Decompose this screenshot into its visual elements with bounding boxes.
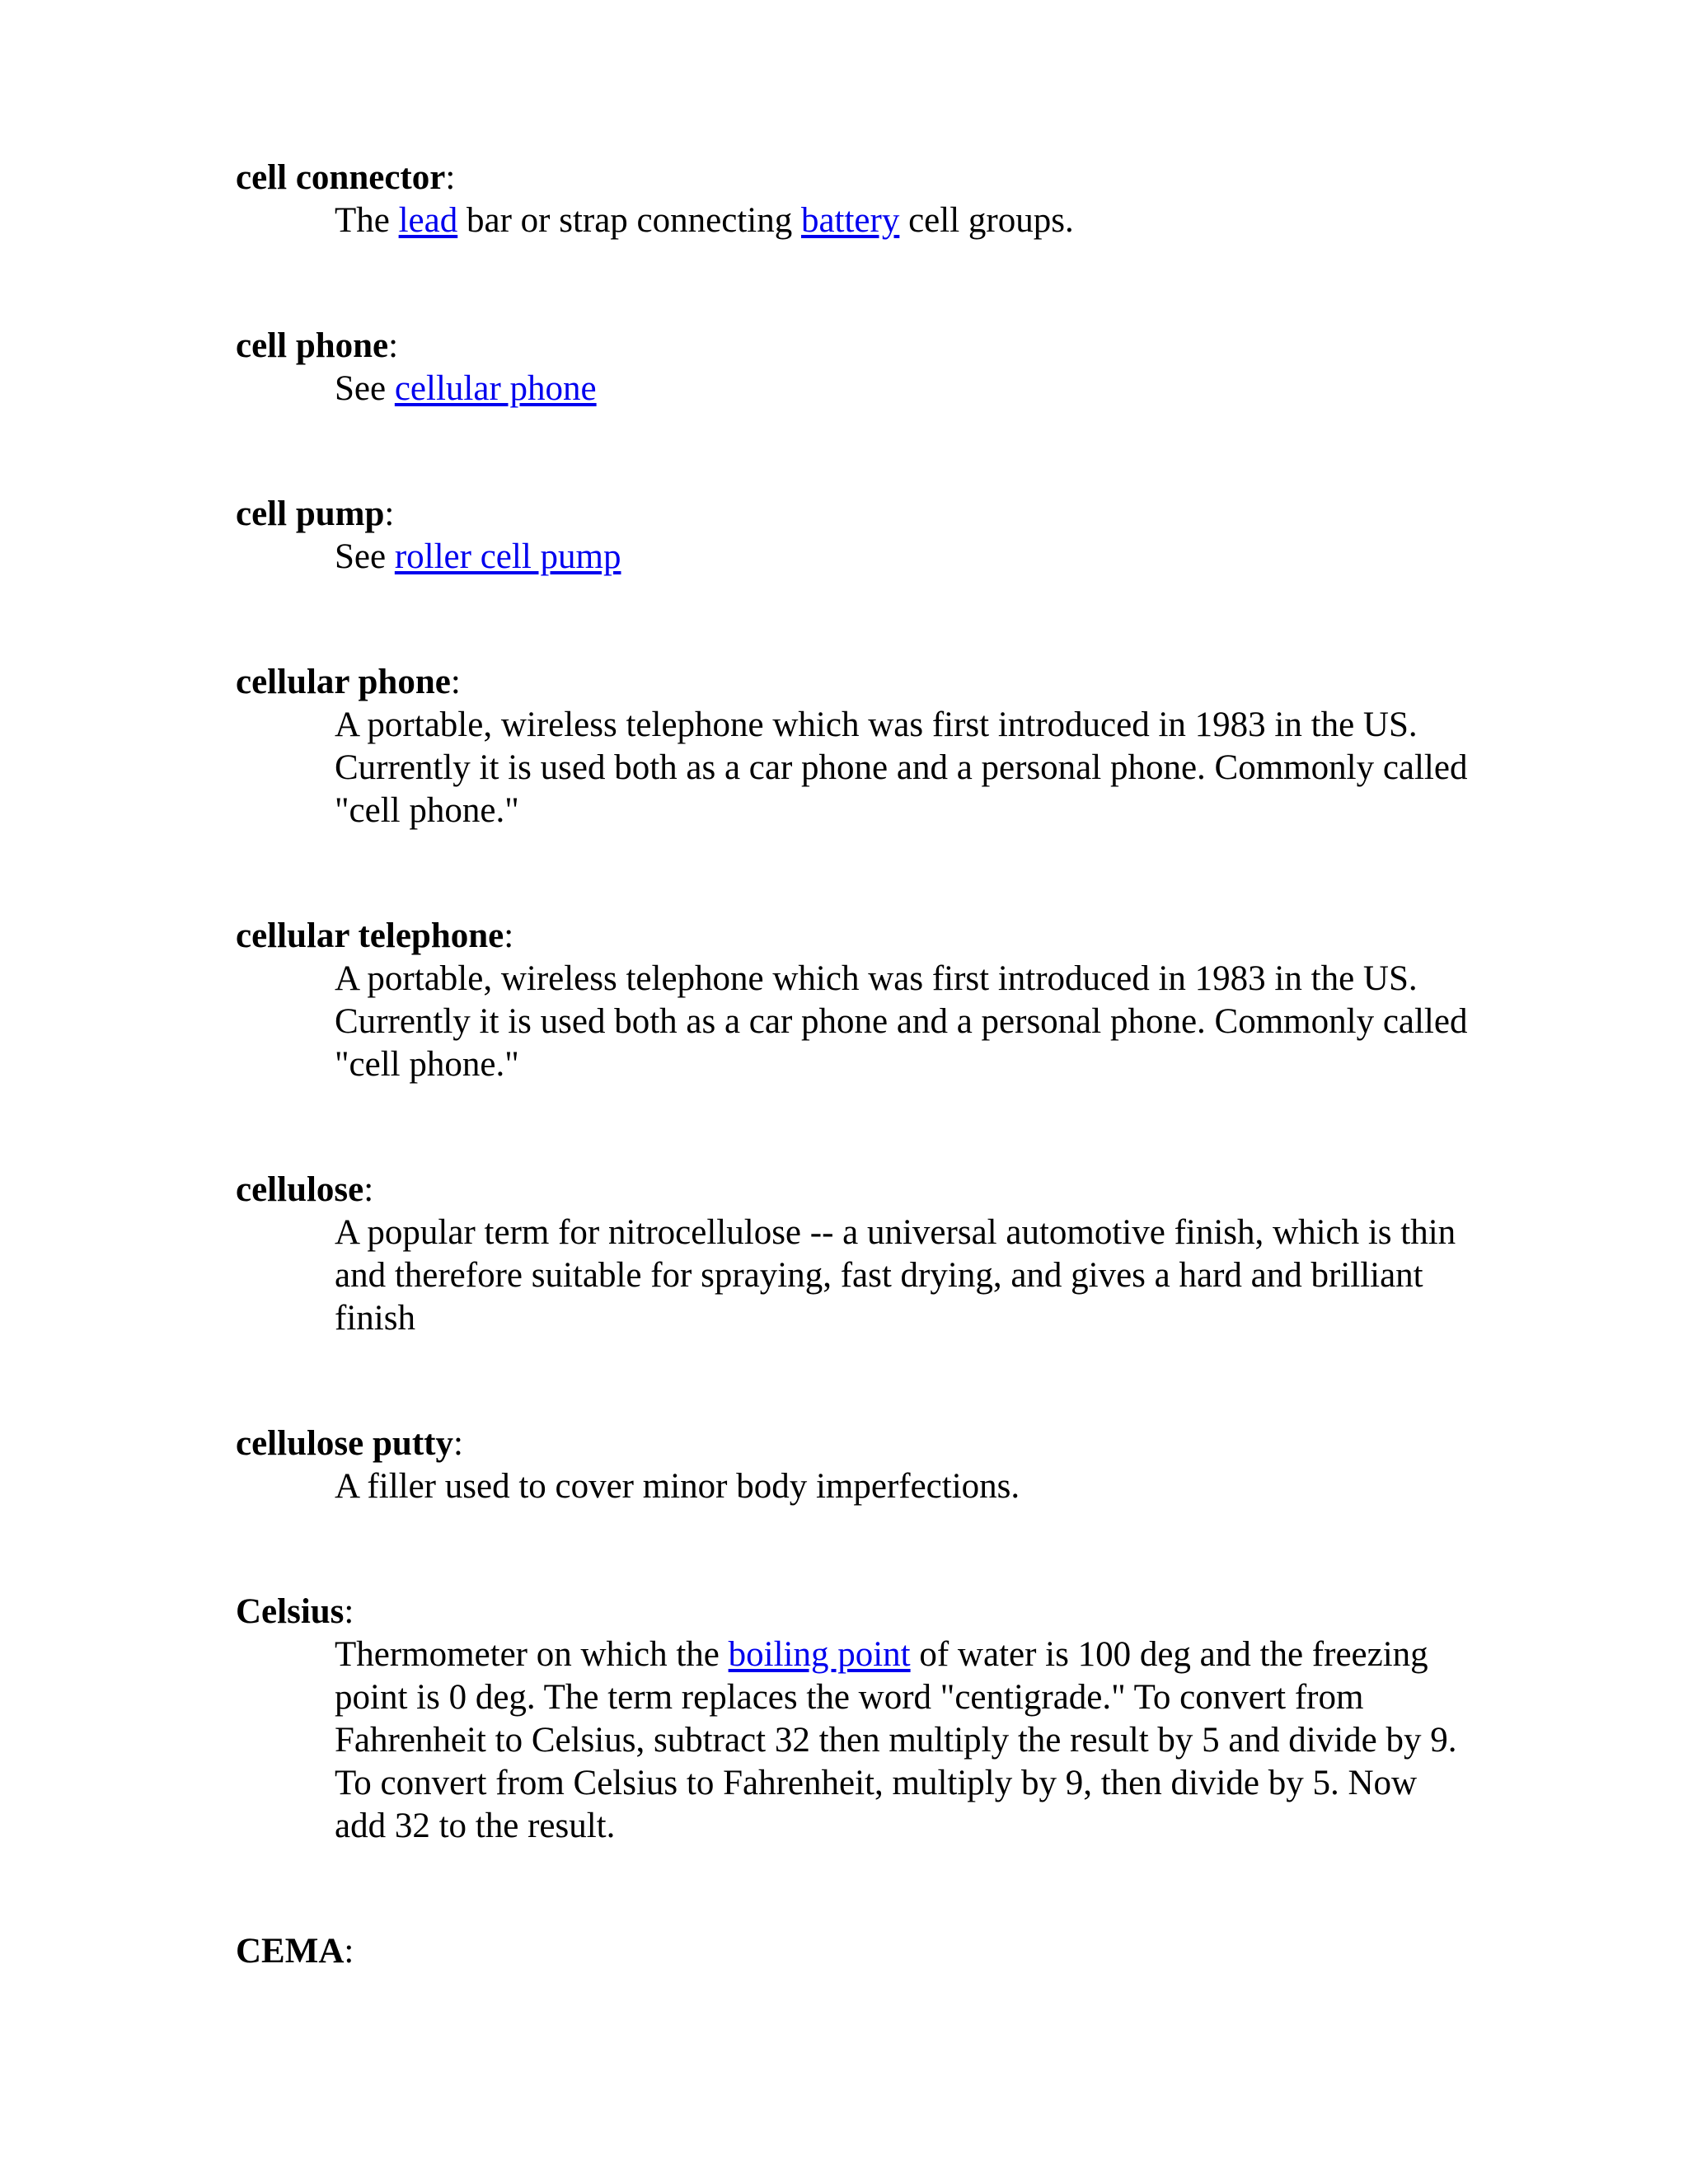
- definition: [335, 1465, 1472, 1508]
- glossary-entry-cell-phone: [236, 325, 1489, 410]
- term-line: [236, 1591, 1489, 1633]
- definition-text: Thermometer on which the: [335, 1635, 729, 1674]
- term-colon: :: [384, 494, 395, 533]
- term-colon: :: [388, 326, 399, 365]
- link-lead[interactable]: lead: [398, 201, 458, 240]
- glossary-entry-cellular-telephone: [236, 915, 1489, 1086]
- definition-text: cell groups.: [899, 201, 1074, 240]
- term-colon: :: [344, 1592, 354, 1631]
- definition-text: bar or strap connecting: [457, 201, 801, 240]
- term-colon: :: [445, 158, 456, 197]
- term: cell connector: [236, 158, 446, 197]
- glossary-entry-cema: [236, 1930, 1489, 1973]
- glossary-entry-cellulose-putty: [236, 1422, 1489, 1508]
- term-line: [236, 325, 1489, 368]
- definition: [335, 958, 1472, 1086]
- definition-text: of water is 100 deg and the freezing point is 0 deg. The term replaces the word "centigrade." To convert from Fahrenheit to Celsius, subtract 32 then multiply the result by 5 and divide by 9. To convert from Celsius to Fahrenheit, multiply by 9, then divide by 5. Now add 32 to the result.: [335, 1635, 1457, 1845]
- term: cellular telephone: [236, 916, 504, 955]
- term-colon: :: [504, 916, 514, 955]
- definition-text: The: [335, 201, 399, 240]
- definition: [335, 368, 1472, 410]
- definition-text: A filler used to cover minor body imperfections.: [335, 1467, 1020, 1506]
- term-colon: :: [450, 663, 461, 701]
- term-colon: :: [452, 1424, 463, 1463]
- term: CEMA: [236, 1932, 345, 1971]
- glossary-entry-celsius: [236, 1591, 1489, 1848]
- term-line: [236, 661, 1489, 704]
- glossary-entry-cell-connector: [236, 157, 1489, 242]
- definition: [335, 199, 1472, 242]
- term: cellulose: [236, 1170, 364, 1209]
- term-line: [236, 1930, 1489, 1973]
- term: cellular phone: [236, 663, 451, 701]
- definition-text: A portable, wireless telephone which was first introduced in 1983 in the US. Currently it is used both as a car phone and a personal phone. Commonly called "cell phone.": [335, 959, 1468, 1084]
- term-colon: :: [363, 1170, 374, 1209]
- link-cellular-phone[interactable]: cellular phone: [394, 369, 597, 408]
- definition-text: A portable, wireless telephone which was first introduced in 1983 in the US. Currently it is used both as a car phone and a personal phone. Commonly called "cell phone.": [335, 705, 1468, 830]
- glossary-entry-cellular-phone: [236, 661, 1489, 832]
- term-line: [236, 1422, 1489, 1465]
- link-roller-cell-pump[interactable]: roller cell pump: [394, 537, 621, 576]
- term: Celsius: [236, 1592, 345, 1631]
- term-line: [236, 493, 1489, 536]
- definition: [335, 536, 1472, 579]
- glossary-entry-cellulose: [236, 1169, 1489, 1340]
- term-line: [236, 157, 1489, 199]
- definition: [335, 1212, 1472, 1340]
- definition: [335, 1633, 1472, 1848]
- definition: [335, 704, 1472, 832]
- definition-text: A popular term for nitrocellulose -- a universal automotive finish, which is thin and therefore suitable for spraying, fast drying, and gives a hard and brilliant finish: [335, 1213, 1456, 1338]
- definition-text: See: [335, 369, 395, 408]
- term: cellulose putty: [236, 1424, 453, 1463]
- link-battery[interactable]: battery: [800, 201, 900, 240]
- term-line: [236, 1169, 1489, 1212]
- definition-text: See: [335, 537, 395, 576]
- term-colon: :: [344, 1932, 354, 1971]
- term-line: [236, 915, 1489, 958]
- glossary-entry-cell-pump: [236, 493, 1489, 579]
- term: cell phone: [236, 326, 389, 365]
- term: cell pump: [236, 494, 385, 533]
- glossary-list: [236, 157, 1489, 2055]
- link-boiling-point[interactable]: boiling point: [728, 1635, 911, 1674]
